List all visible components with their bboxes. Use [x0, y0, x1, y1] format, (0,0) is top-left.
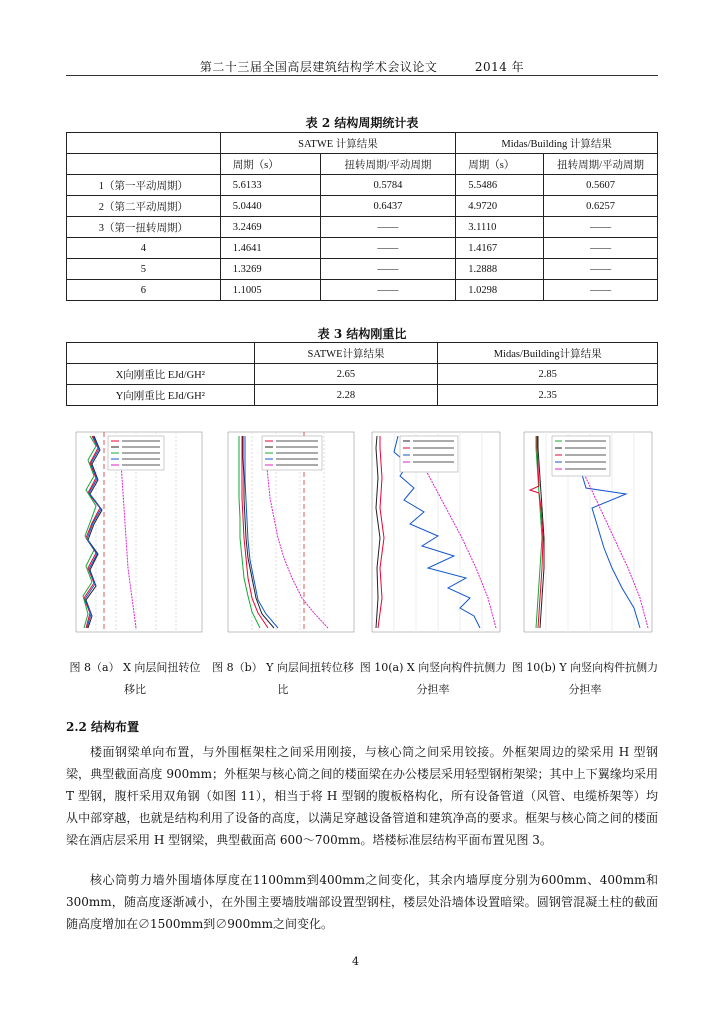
table-cell: 2.28	[254, 385, 438, 406]
paragraph: 楼面钢梁单向布置，与外围框架柱之间采用刚接，与核心筒之间采用铰接。外框架周边的梁采用 H 型钢梁，典型截面高度 900mm；外框架与核心筒之间的楼面梁在办公楼层采用轻型钢桁架梁；其中上下翼缘均采用 T 型钢，腹杆采用双角钢（如图 11），相当于将 H 型钢的腹板格构化，所有设备管道（风管、电缆桥架等）均从中部穿越，也就是结构利用了设备的高度，以满足穿越设备管道和建筑净高的要求。框架与核心筒之间的楼面梁在酒店层采用 H 型钢梁，典型截面高 600～700mm。塔楼标准层结构平面布置见图 3。	[66, 745, 658, 847]
table-cell: 5.6133	[220, 175, 320, 196]
row-label: 5	[67, 259, 221, 280]
row-label: 2（第二平动周期）	[67, 196, 221, 217]
table-row	[67, 364, 658, 385]
group-header-midas: Midas/Building 计算结果	[456, 133, 658, 154]
table-cell: 1.4641	[220, 238, 320, 259]
column-header: 周期（s）	[220, 154, 320, 175]
table-cell: ——	[544, 259, 658, 280]
column-header: 周期（s）	[456, 154, 544, 175]
table-cell: 2.35	[438, 385, 658, 406]
table-row	[67, 385, 658, 406]
table-cell: 1.1005	[220, 280, 320, 301]
table-row	[67, 238, 658, 259]
figure-10b-caption: 图 10(b) Y 向竖向构件抗侧力 分担率	[511, 661, 659, 696]
figure-8a-plot	[66, 428, 206, 640]
figure-10b-plot	[516, 428, 656, 640]
table-row	[67, 175, 658, 196]
table-cell: ——	[544, 238, 658, 259]
table-row	[67, 217, 658, 238]
section-heading: 2.2 结构布置	[66, 720, 140, 734]
figure-10a-caption: 图 10(a) X 向竖向构件抗侧力 分担率	[359, 661, 507, 696]
table-cell: ——	[544, 280, 658, 301]
table-cell: 0.6257	[544, 196, 658, 217]
running-header: 第二十三届全国高层建筑结构学术会议论文 2014 年	[199, 60, 525, 74]
table-cell: 3.2469	[220, 217, 320, 238]
table-cell: 5.5486	[456, 175, 544, 196]
figure-8a-caption: 图 8（a） X 向层间扭转位 移比	[69, 661, 201, 696]
table-cell: ——	[320, 217, 456, 238]
table-cell: 1.2888	[456, 259, 544, 280]
header-rule	[66, 75, 658, 76]
table-row	[67, 343, 658, 364]
table-cell: 0.5607	[544, 175, 658, 196]
table3-caption: 表 3 结构刚重比	[317, 327, 407, 341]
table-cell: 3.1110	[456, 217, 544, 238]
table-cell: ——	[544, 217, 658, 238]
stiffness-table	[66, 342, 658, 406]
table-cell: 2.85	[438, 364, 658, 385]
table-cell: 4.9720	[456, 196, 544, 217]
row-label: 6	[67, 280, 221, 301]
column-header: SATWE计算结果	[254, 343, 438, 364]
figure-8b-plot	[218, 428, 358, 640]
page-number: 4	[352, 955, 359, 968]
table-cell: ——	[320, 259, 456, 280]
table-cell: 1.0298	[456, 280, 544, 301]
table-row	[67, 259, 658, 280]
period-table	[66, 132, 658, 301]
table-row	[67, 154, 658, 175]
row-label: Y向刚重比 EJd/GH²	[67, 385, 255, 406]
row-label: 4	[67, 238, 221, 259]
table-cell: 2.65	[254, 364, 438, 385]
table-cell: 0.6437	[320, 196, 456, 217]
table-cell: 1.3269	[220, 259, 320, 280]
column-header: 扭转周期/平动周期	[320, 154, 456, 175]
figure-10a-plot	[364, 428, 504, 640]
table-cell: ——	[320, 238, 456, 259]
table-row	[67, 196, 658, 217]
table-row	[67, 133, 658, 154]
table-row	[67, 280, 658, 301]
figure-8b-caption: 图 8（b） Y 向层间扭转位移 比	[212, 661, 354, 696]
table2-caption: 表 2 结构周期统计表	[305, 116, 419, 130]
column-header: 扭转周期/平动周期	[544, 154, 658, 175]
row-label: X向刚重比 EJd/GH²	[67, 364, 255, 385]
group-header-satwe: SATWE 计算结果	[220, 133, 456, 154]
table-cell: ——	[320, 280, 456, 301]
table-cell: 5.0440	[220, 196, 320, 217]
table-cell: 0.5784	[320, 175, 456, 196]
row-label: 3（第一扭转周期）	[67, 217, 221, 238]
row-label: 1（第一平动周期）	[67, 175, 221, 196]
column-header: Midas/Building计算结果	[438, 343, 658, 364]
paragraph: 核心筒剪力墙外围墙体厚度在1100mm到400mm之间变化，其余内墙厚度分别为600mm、400mm和300mm，随高度逐渐减小，在外围主要墙肢端部设置型钢柱，楼层处沿墙体设置暗梁。圆钢管混凝土柱的截面随高度增加在∅1500mm到∅900mm之间变化。	[66, 873, 658, 931]
table-cell: 1.4167	[456, 238, 544, 259]
